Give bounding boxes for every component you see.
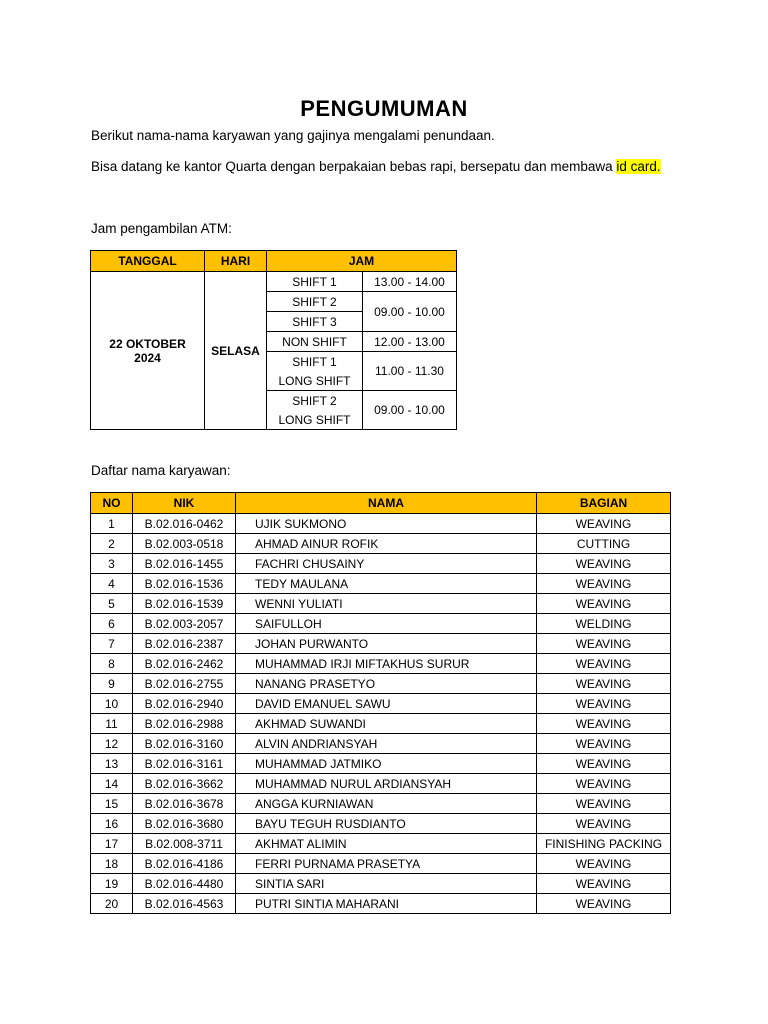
row-bagian: WELDING: [537, 614, 671, 634]
header-bagian: BAGIAN: [537, 493, 671, 514]
table-row: [91, 754, 671, 774]
schedule-row: [91, 272, 457, 292]
employee-table-body: [91, 514, 671, 914]
row-no: 1: [91, 514, 133, 534]
row-no: 18: [91, 854, 133, 874]
table-row: [91, 574, 671, 594]
row-nik: B.02.016-2755: [133, 674, 236, 694]
row-bagian: WEAVING: [537, 654, 671, 674]
row-nama: ALVIN ANDRIANSYAH: [236, 734, 537, 754]
table-row: [91, 734, 671, 754]
schedule-day: SELASA: [205, 272, 267, 430]
shift-label: LONG SHIFT: [267, 371, 363, 391]
header-nama: NAMA: [236, 493, 537, 514]
row-no: 17: [91, 834, 133, 854]
row-nama: AKHMAT ALIMIN: [236, 834, 537, 854]
shift-label: SHIFT 2: [267, 292, 363, 312]
table-row: [91, 814, 671, 834]
row-nama: UJIK SUKMONO: [236, 514, 537, 534]
row-no: 20: [91, 894, 133, 914]
row-no: 8: [91, 654, 133, 674]
shift-time: 13.00 - 14.00: [363, 272, 457, 292]
row-nik: B.02.003-2057: [133, 614, 236, 634]
row-nik: B.02.016-1536: [133, 574, 236, 594]
row-bagian: WEAVING: [537, 774, 671, 794]
row-bagian: WEAVING: [537, 574, 671, 594]
table-row: [91, 854, 671, 874]
table-row: [91, 874, 671, 894]
shift-label: SHIFT 3: [267, 312, 363, 332]
row-no: 14: [91, 774, 133, 794]
row-nik: B.02.016-1455: [133, 554, 236, 574]
row-nik: B.02.016-4186: [133, 854, 236, 874]
row-bagian: WEAVING: [537, 514, 671, 534]
row-no: 12: [91, 734, 133, 754]
row-bagian: WEAVING: [537, 634, 671, 654]
row-nik: B.02.016-3662: [133, 774, 236, 794]
table-row: [91, 834, 671, 854]
shift-time: 11.00 - 11.30: [363, 352, 457, 391]
table-row: [91, 614, 671, 634]
row-bagian: FINISHING PACKING: [537, 834, 671, 854]
shift-label: SHIFT 1: [267, 352, 363, 372]
row-bagian: WEAVING: [537, 794, 671, 814]
row-bagian: WEAVING: [537, 594, 671, 614]
shift-label: SHIFT 2: [267, 391, 363, 411]
row-nik: B.02.016-3161: [133, 754, 236, 774]
row-bagian: WEAVING: [537, 734, 671, 754]
row-bagian: WEAVING: [537, 874, 671, 894]
header-no: NO: [91, 493, 133, 514]
row-bagian: WEAVING: [537, 714, 671, 734]
row-bagian: WEAVING: [537, 854, 671, 874]
row-bagian: WEAVING: [537, 554, 671, 574]
row-bagian: WEAVING: [537, 894, 671, 914]
row-no: 16: [91, 814, 133, 834]
intro-paragraph-2-text: Bisa datang ke kantor Quarta dengan berpakaian bebas rapi, bersepatu dan membawa: [91, 159, 617, 174]
schedule-header-row: [91, 251, 457, 272]
shift-time: 12.00 - 13.00: [363, 332, 457, 352]
row-no: 13: [91, 754, 133, 774]
row-no: 4: [91, 574, 133, 594]
row-nama: FACHRI CHUSAINY: [236, 554, 537, 574]
employee-header-row: [91, 493, 671, 514]
intro-paragraph-1: Berikut nama-nama karyawan yang gajinya mengalami penundaan.: [91, 128, 495, 143]
row-nama: TEDY MAULANA: [236, 574, 537, 594]
intro-paragraph-2: [91, 159, 661, 174]
table-row: [91, 554, 671, 574]
table-row: [91, 794, 671, 814]
row-nama: MUHAMMAD JATMIKO: [236, 754, 537, 774]
row-no: 5: [91, 594, 133, 614]
header-tanggal: TANGGAL: [91, 251, 205, 272]
row-bagian: WEAVING: [537, 754, 671, 774]
shift-time: 09.00 - 10.00: [363, 391, 457, 430]
row-no: 6: [91, 614, 133, 634]
row-nama: PUTRI SINTIA MAHARANI: [236, 894, 537, 914]
row-nama: SINTIA SARI: [236, 874, 537, 894]
row-nik: B.02.016-2940: [133, 694, 236, 714]
header-hari: HARI: [205, 251, 267, 272]
row-nama: AHMAD AINUR ROFIK: [236, 534, 537, 554]
table-row: [91, 654, 671, 674]
table-row: [91, 714, 671, 734]
schedule-date-line1: 22 OKTOBER: [109, 336, 186, 351]
row-nama: BAYU TEGUH RUSDIANTO: [236, 814, 537, 834]
header-nik: NIK: [133, 493, 236, 514]
row-nik: B.02.016-3678: [133, 794, 236, 814]
row-nama: FERRI PURNAMA PRASETYA: [236, 854, 537, 874]
row-nama: SAIFULLOH: [236, 614, 537, 634]
row-bagian: WEAVING: [537, 814, 671, 834]
row-nik: B.02.016-2988: [133, 714, 236, 734]
row-no: 15: [91, 794, 133, 814]
row-nik: B.02.016-2462: [133, 654, 236, 674]
shift-label: NON SHIFT: [267, 332, 363, 352]
table-row: [91, 594, 671, 614]
table-row: [91, 634, 671, 654]
row-nama: DAVID EMANUEL SAWU: [236, 694, 537, 714]
row-nik: B.02.016-4480: [133, 874, 236, 894]
schedule-date: [91, 272, 205, 430]
row-nik: B.02.016-3160: [133, 734, 236, 754]
row-nama: MUHAMMAD NURUL ARDIANSYAH: [236, 774, 537, 794]
schedule-date-line2: 2024: [134, 350, 161, 365]
table-row: [91, 774, 671, 794]
row-nik: B.02.016-1539: [133, 594, 236, 614]
table-row: [91, 894, 671, 914]
row-bagian: WEAVING: [537, 694, 671, 714]
row-nama: NANANG PRASETYO: [236, 674, 537, 694]
id-card-highlight: id card.: [616, 159, 661, 174]
row-no: 7: [91, 634, 133, 654]
employee-table: [90, 492, 671, 914]
row-nama: WENNI YULIATI: [236, 594, 537, 614]
row-nik: B.02.016-0462: [133, 514, 236, 534]
row-nik: B.02.016-4563: [133, 894, 236, 914]
row-bagian: WEAVING: [537, 674, 671, 694]
table-row: [91, 534, 671, 554]
table-row: [91, 514, 671, 534]
page-title: PENGUMUMAN: [300, 96, 468, 121]
row-no: 10: [91, 694, 133, 714]
table-row: [91, 694, 671, 714]
header-jam: JAM: [267, 251, 457, 272]
row-nama: JOHAN PURWANTO: [236, 634, 537, 654]
row-nama: MUHAMMAD IRJI MIFTAKHUS SURUR: [236, 654, 537, 674]
row-nik: B.02.008-3711: [133, 834, 236, 854]
row-nik: B.02.016-3680: [133, 814, 236, 834]
row-no: 2: [91, 534, 133, 554]
row-nama: ANGGA KURNIAWAN: [236, 794, 537, 814]
shift-label: LONG SHIFT: [267, 410, 363, 430]
employee-list-label: Daftar nama karyawan:: [91, 463, 231, 478]
atm-schedule-table: [90, 250, 457, 430]
atm-schedule-label: Jam pengambilan ATM:: [91, 221, 232, 236]
row-no: 19: [91, 874, 133, 894]
row-nik: B.02.016-2387: [133, 634, 236, 654]
shift-time: 09.00 - 10.00: [363, 292, 457, 332]
row-no: 11: [91, 714, 133, 734]
shift-label: SHIFT 1: [267, 272, 363, 292]
row-nama: AKHMAD SUWANDI: [236, 714, 537, 734]
row-no: 9: [91, 674, 133, 694]
row-bagian: CUTTING: [537, 534, 671, 554]
table-row: [91, 674, 671, 694]
row-no: 3: [91, 554, 133, 574]
row-nik: B.02.003-0518: [133, 534, 236, 554]
